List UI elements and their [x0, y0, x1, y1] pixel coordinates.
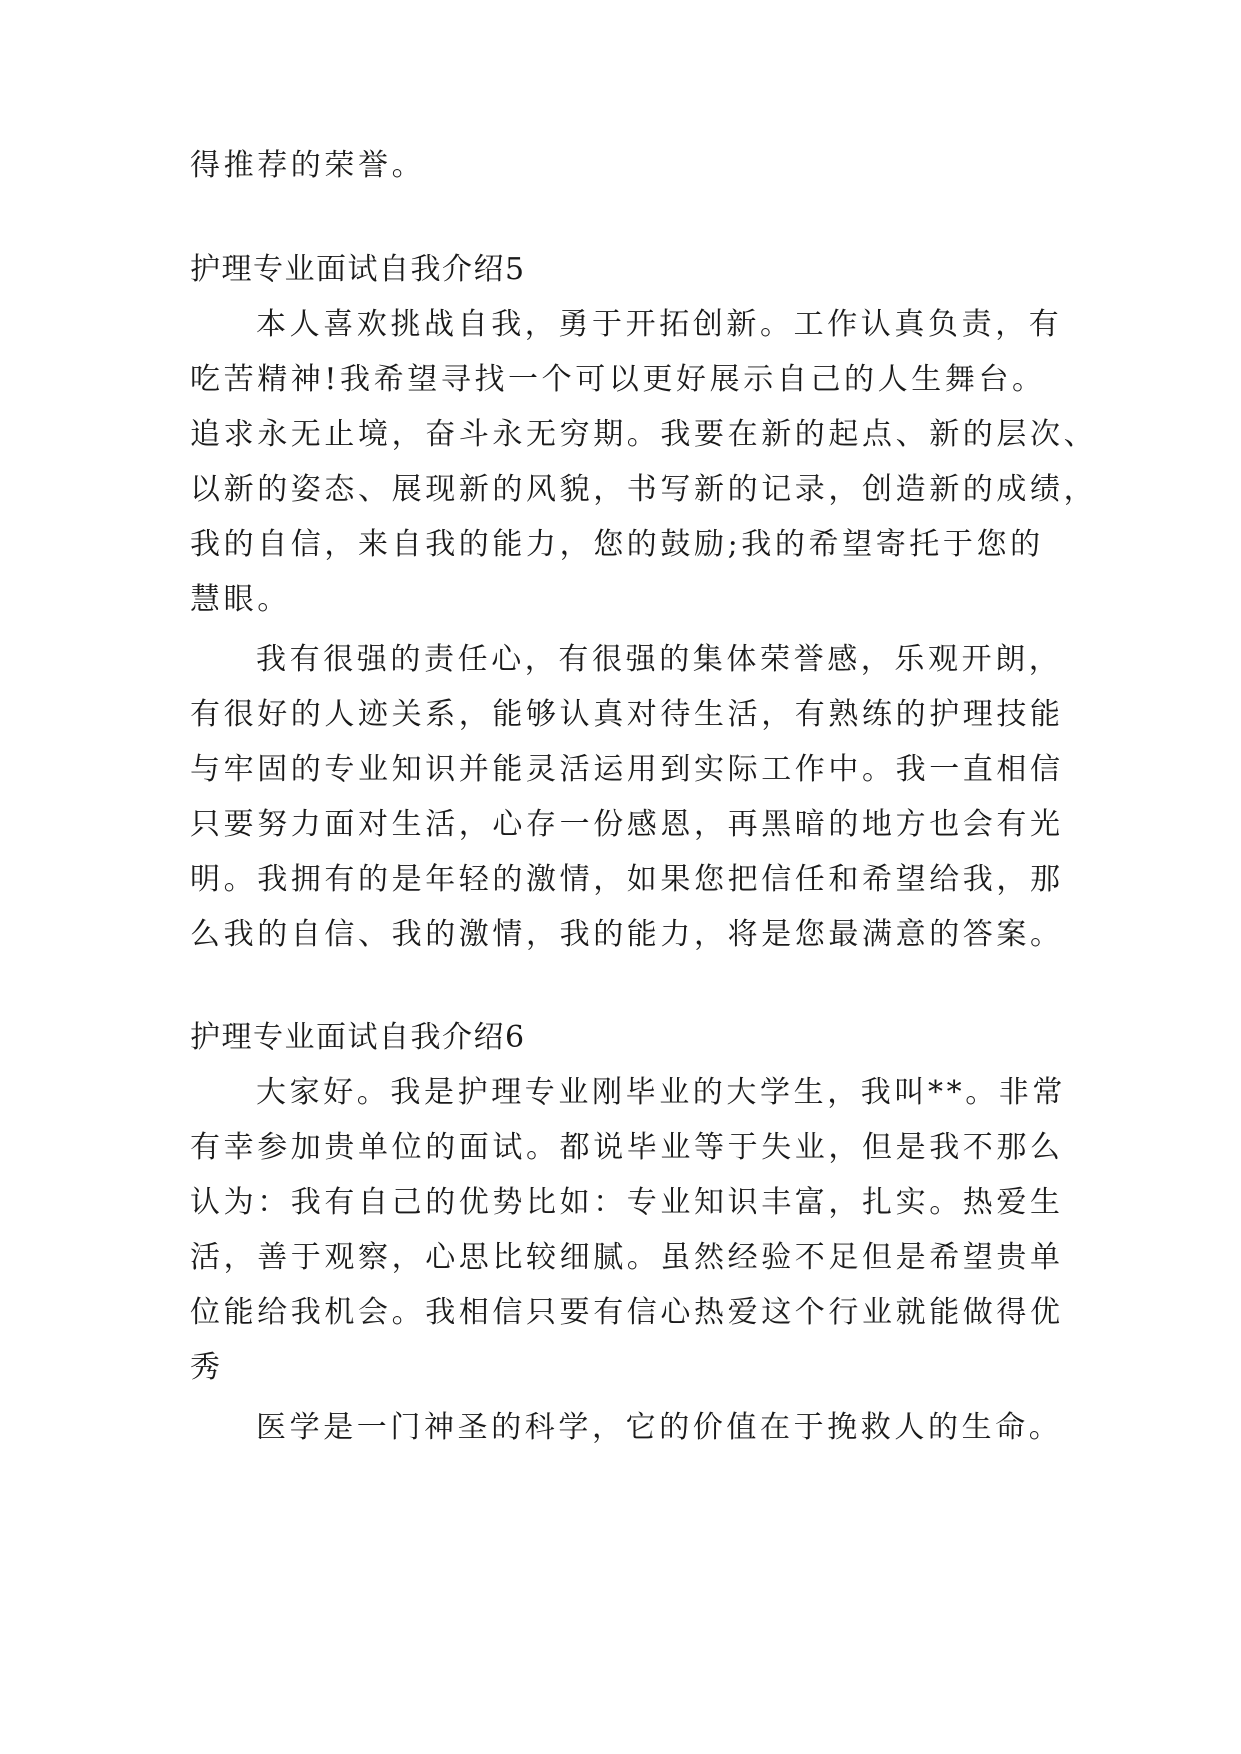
section-6-heading: 护理专业面试自我介绍6	[190, 1020, 526, 1055]
paragraph-line: 有幸参加贵单位的面试。都说毕业等于失业，但是我不那么	[190, 1130, 1064, 1165]
paragraph-line: 吃苦精神!我希望寻找一个可以更好展示自己的人生舞台。	[190, 362, 1046, 397]
paragraph-line: 大家好。我是护理专业刚毕业的大学生，我叫**。非常	[256, 1075, 1066, 1110]
paragraph-line: 有很好的人迹关系，能够认真对待生活，有熟练的护理技能	[190, 697, 1064, 732]
paragraph-line: 我的自信，来自我的能力，您的鼓励;我的希望寄托于您的	[190, 527, 1044, 562]
paragraph-line: 只要努力面对生活，心存一份感恩，再黑暗的地方也会有光	[190, 807, 1064, 842]
paragraph-line: 认为：我有自己的优势比如：专业知识丰富，扎实。热爱生	[190, 1185, 1064, 1220]
paragraph-line: 慧眼。	[190, 582, 291, 617]
section-5-heading: 护理专业面试自我介绍5	[190, 252, 526, 287]
paragraph-line: 我有很强的责任心，有很强的集体荣誉感，乐观开朗，	[256, 642, 1063, 677]
paragraph-line: 活，善于观察，心思比较细腻。虽然经验不足但是希望贵单	[190, 1240, 1064, 1275]
paragraph-line: 么我的自信、我的激情，我的能力，将是您最满意的答案。	[190, 917, 1064, 952]
paragraph-line: 以新的姿态、展现新的风貌，书写新的记录，创造新的成绩，	[190, 472, 1098, 507]
paragraph-line: 秀	[190, 1350, 224, 1385]
paragraph-line: 追求永无止境，奋斗永无穷期。我要在新的起点、新的层次、	[190, 417, 1098, 452]
paragraph-line: 医学是一门神圣的科学，它的价值在于挽救人的生命。	[256, 1410, 1063, 1445]
paragraph-line: 位能给我机会。我相信只要有信心热爱这个行业就能做得优	[190, 1295, 1064, 1330]
paragraph-line: 本人喜欢挑战自我，勇于开拓创新。工作认真负责，有	[256, 307, 1063, 342]
paragraph-line: 与牢固的专业知识并能灵活运用到实际工作中。我一直相信	[190, 752, 1064, 787]
continuation-line: 得推荐的荣誉。	[190, 148, 426, 183]
paragraph-line: 明。我拥有的是年轻的激情，如果您把信任和希望给我，那	[190, 862, 1064, 897]
